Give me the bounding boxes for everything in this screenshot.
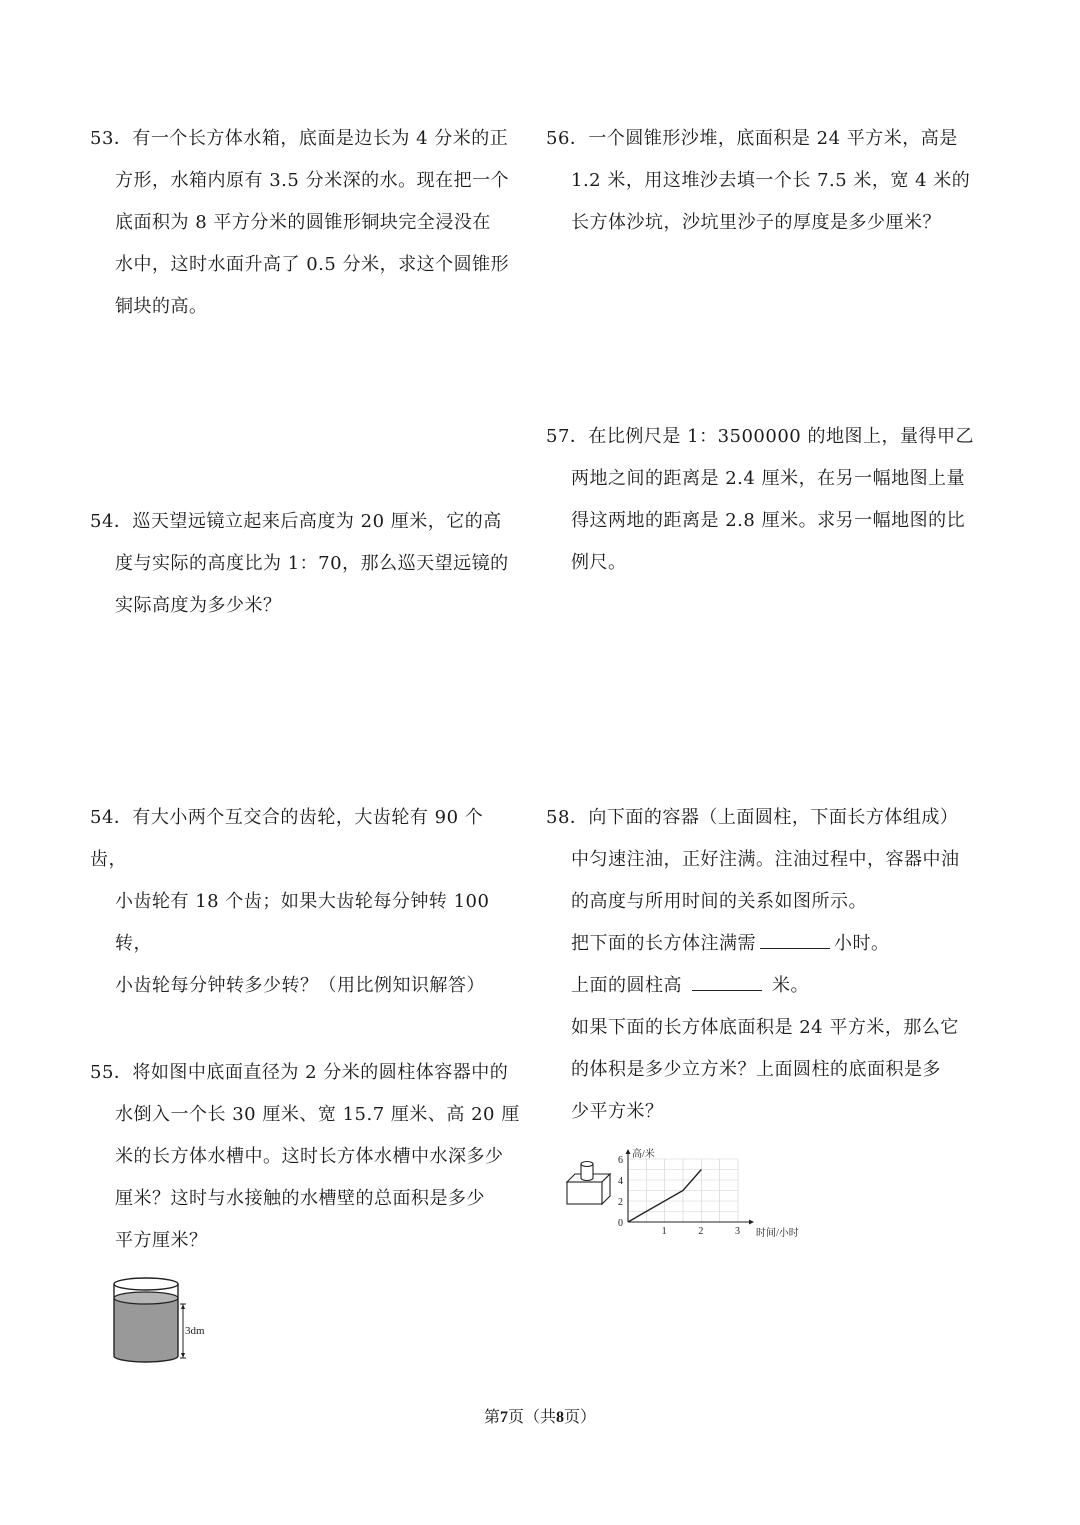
x-tick-label: 1 (661, 1226, 667, 1237)
footer-text: 页） (564, 1407, 597, 1426)
x-tick-label: 3 (735, 1226, 740, 1237)
question-58-line: 的高度与所用时间的关系如图所示。 (571, 891, 867, 912)
question-55-line: 米的长方体水槽中。这时长方体水槽中水深多少 (115, 1146, 504, 1167)
x-tick-label: 2 (698, 1226, 704, 1237)
question-58-text: 米。 (772, 975, 809, 996)
question-54-gears (90, 797, 520, 1007)
question-58-fill-line-2 (546, 965, 976, 1007)
y-tick-label: 2 (618, 1197, 623, 1208)
y-tick-label: 6 (618, 1155, 623, 1166)
question-54-line: 小齿轮每分钟转多少转？（用比例知识解答） (115, 975, 485, 996)
cuboid-front (567, 1182, 602, 1204)
question-54-line: 小齿轮有 18 个齿；如果大齿轮每分钟转 100 转， (115, 891, 490, 954)
height-time-chart (610, 1142, 810, 1242)
question-53-line: 铜块的高。 (115, 296, 208, 317)
question-58-line: 58．向下面的容器（上面圆柱，下面长方体组成） (546, 807, 959, 828)
question-56 (546, 118, 976, 244)
question-58-text: 小时。 (834, 933, 890, 954)
question-53-line: 方形，水箱内原有 3.5 分米深的水。现在把一个 (115, 170, 510, 191)
current-page-number: 7 (499, 1409, 508, 1426)
question-56-line: 长方体沙坑，沙坑里沙子的厚度是多少厘米？ (571, 212, 941, 233)
question-57-line: 57．在比例尺是 1：3500000 的地图上，量得甲乙 (546, 426, 974, 447)
question-57 (546, 416, 976, 584)
y-tick-label: 0 (618, 1218, 623, 1229)
footer-text: 页（共 (507, 1407, 556, 1426)
water-surface (114, 1292, 178, 1304)
question-58-fill-line-1 (546, 923, 976, 965)
x-axis-arrow (749, 1220, 754, 1225)
water-fill (114, 1298, 178, 1362)
y-axis-label: 高/米 (632, 1149, 655, 1160)
question-57-line: 两地之间的距离是 2.4 厘米，在另一幅地图上量 (571, 468, 966, 489)
question-54-line: 54．巡天望远镜立起来后高度为 20 厘米，它的高 (90, 511, 502, 532)
question-58-line: 少平方米？ (571, 1101, 664, 1122)
cylinder-container-figure (108, 1272, 228, 1372)
question-53-line: 底面积为 8 平方分米的圆锥形铜块完全浸没在 (115, 212, 491, 233)
answer-blank-hours[interactable] (760, 926, 830, 949)
question-54-telescope (90, 501, 520, 627)
dimension-label: 3dm (185, 1325, 205, 1337)
question-58-line: 如果下面的长方体底面积是 24 平方米，那么它 (571, 1017, 959, 1038)
footer-text: 第 (483, 1407, 500, 1426)
question-54-line: 实际高度为多少米？ (115, 595, 282, 616)
question-54-line: 度与实际的高度比为 1：70，那么巡天望远镜的 (115, 553, 509, 574)
question-55 (90, 1052, 520, 1262)
question-53-line: 水中，这时水面升高了 0.5 分米，求这个圆锥形 (115, 254, 510, 275)
cylinder-top-rim (114, 1278, 178, 1290)
question-57-line: 例尺。 (571, 552, 627, 573)
y-tick-label: 4 (618, 1176, 623, 1187)
question-53-line: 53．有一个长方体水箱，底面是边长为 4 分米的正 (90, 128, 509, 149)
question-57-line: 得这两地的距离是 2.8 厘米。求另一幅地图的比 (571, 510, 966, 531)
question-58-text: 上面的圆柱高 (571, 975, 682, 996)
question-58-text: 把下面的长方体注满需 (571, 933, 756, 954)
cylinder-top (581, 1162, 593, 1167)
question-55-line: 55．将如图中底面直径为 2 分米的圆柱体容器中的 (90, 1062, 509, 1083)
question-53 (90, 118, 520, 328)
y-axis-arrow (626, 1149, 631, 1154)
question-55-line: 平方厘米？ (115, 1230, 208, 1251)
question-58 (546, 797, 976, 1133)
question-56-line: 1.2 米，用这堆沙去填一个长 7.5 米，宽 4 米的 (571, 170, 971, 191)
total-page-number: 8 (556, 1409, 564, 1426)
question-55-line: 厘米？这时与水接触的水槽壁的总面积是多少 (115, 1188, 485, 1209)
question-54-line: 54．有大小两个互交合的齿轮，大齿轮有 90 个齿， (90, 807, 484, 870)
question-56-line: 56．一个圆锥形沙堆，底面积是 24 平方米，高是 (546, 128, 958, 149)
question-55-line: 水倒入一个长 30 厘米、宽 15.7 厘米、高 20 厘 (115, 1104, 520, 1125)
question-58-line: 中匀速注油，正好注满。注油过程中，容器中油 (571, 849, 960, 870)
page-footer (0, 1404, 1080, 1427)
answer-blank-height[interactable] (692, 968, 762, 991)
x-axis-label: 时间/小时 (756, 1228, 799, 1239)
question-58-line: 的体积是多少立方米？上面圆柱的底面积是多 (571, 1059, 941, 1080)
